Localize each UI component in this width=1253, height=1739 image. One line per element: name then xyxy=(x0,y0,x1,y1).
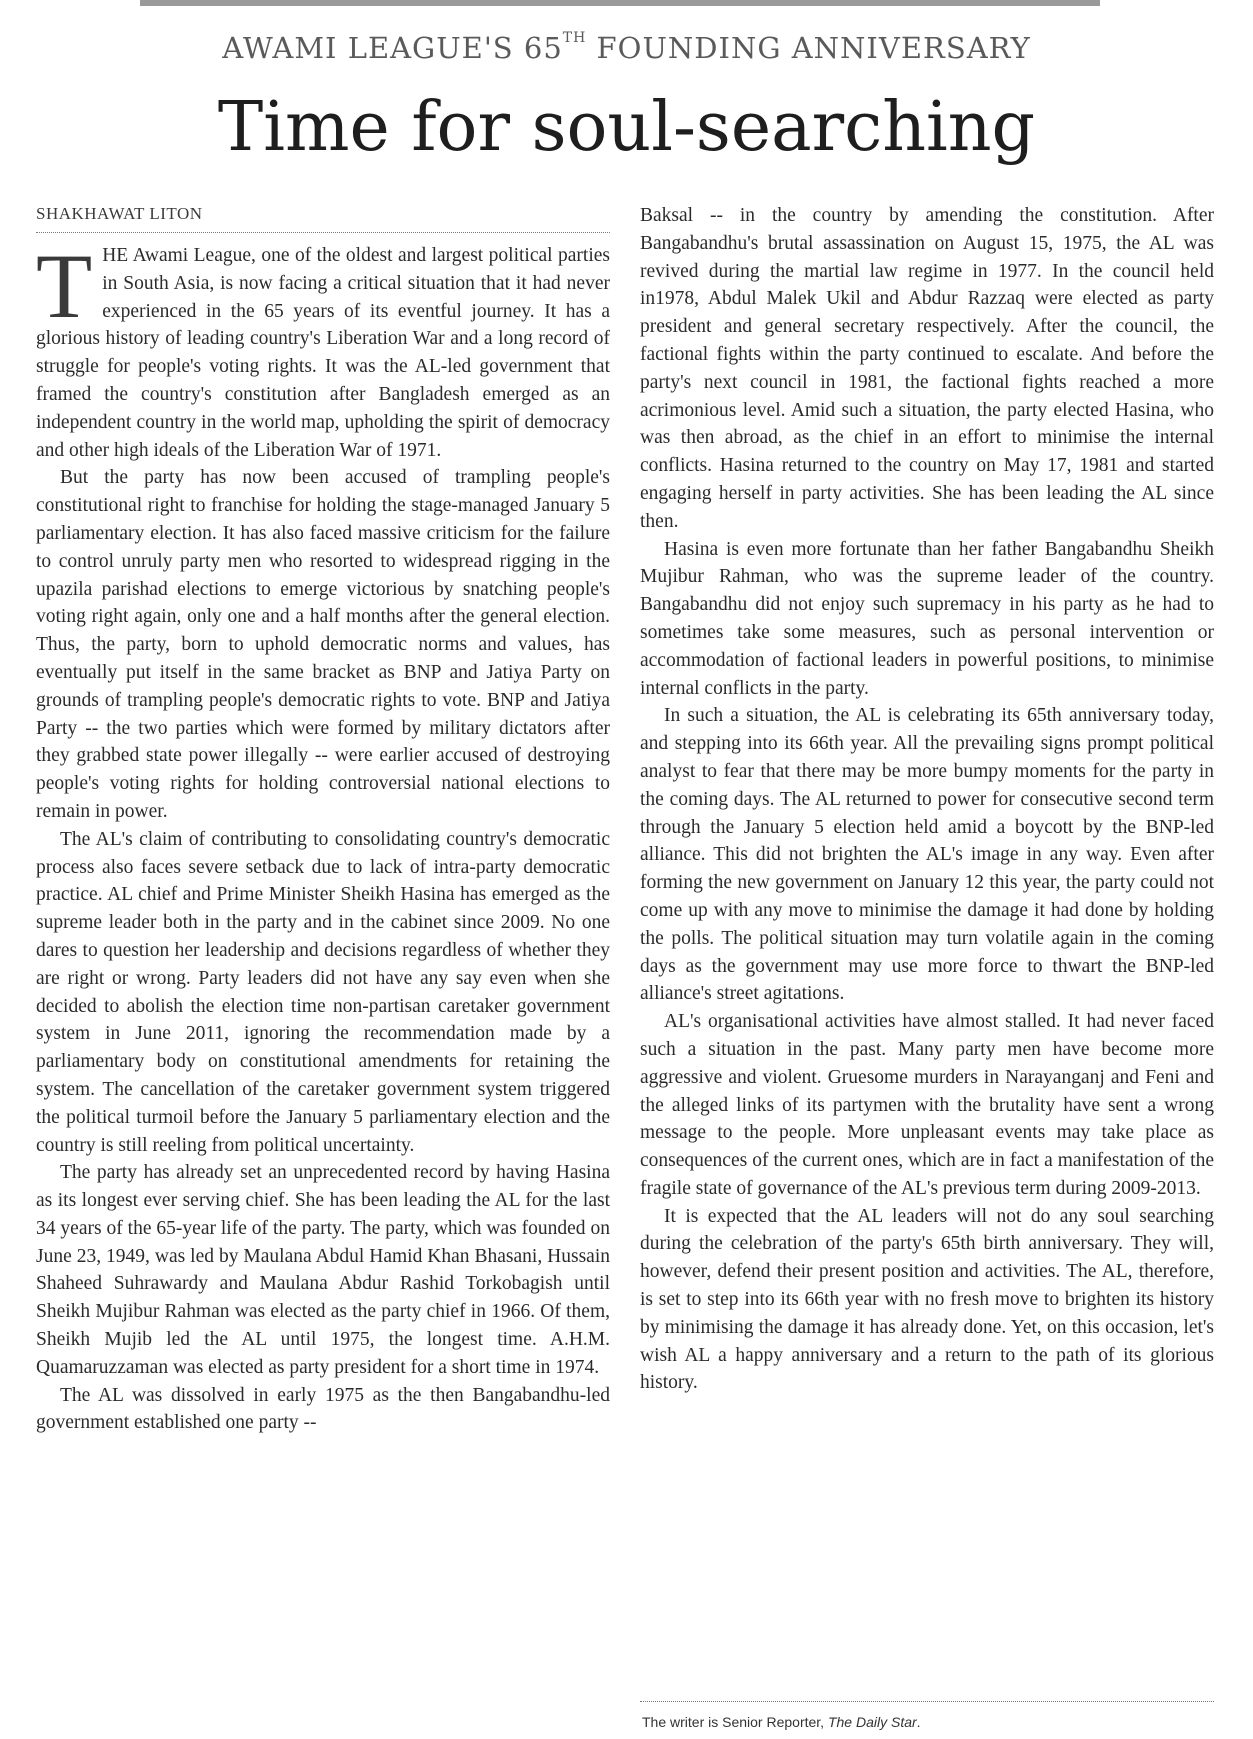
paragraph: AL's organisational activities have almost stalled. It had never faced such a situation in the past. Many party men have become more aggressive and violent. Gruesome murders in Narayanganj and Feni and the alleged links of its partymen with the brutality have sent a wrong message to the people. More unpleasant events may take place as consequences of the current ones, which are in fact a manifestation of the fragile state of governance of the AL's previous term during 2009-2013. xyxy=(640,1011,1214,1199)
author-note: The writer is Senior Reporter, The Daily Star. xyxy=(642,1714,921,1730)
paragraph: THE Awami League, one of the oldest and largest political parties in South Asia, is now facing a critical situation that it had never experienced in the 65 years of its eventful journey. It has a glorious history of leading country's Liberation War and a long record of struggle for people's voting rights. It was the AL-led government that framed the country's constitution after Bangladesh emerged as an independent country in the world map, upholding the spirit of democracy and other high ideals of the Liberation War of 1971. xyxy=(36,235,610,461)
headline: Time for soul-searching xyxy=(217,88,1036,167)
paragraph: The AL's claim of contributing to consolidating country's democratic process also faces severe setback due to lack of intra-party democratic practice. AL chief and Prime Minister Sheikh Hasina has emerged as the supreme leader both in the party and in the cabinet since 2009. No one dares to question her leadership and decisions regardless of whether they are right or wrong. Party leaders did not have any say even when she decided to abolish the election time non-partisan caretaker government system in June 2011, ignoring the recommendation made by a parliamentary body on constitutional amendments for retaining the system. The cancellation of the caretaker government system triggered the political turmoil before the January 5 parliamentary election and the country is still reeling from political uncertainty. xyxy=(36,828,610,1156)
byline: SHAKHAWAT LITON xyxy=(36,204,203,223)
drop-cap: T xyxy=(36,235,93,337)
article-column-left xyxy=(36,235,610,1437)
kicker: AWAMI LEAGUE'S 65TH FOUNDING ANNIVERSARY xyxy=(222,30,1031,65)
paragraph: The party has already set an unprecedented record by having Hasina as its longest ever serving chief. She has been leading the AL for the last 34 years of the 65-year life of the party. The party, which was founded on June 23, 1949, was led by Maulana Abdul Hamid Khan Bhasani, Hussain Shaheed Suhrawardy and Maulana Abdur Rashid Torkobagish until Sheikh Mujibur Rahman was elected as the party chief in 1966. Of them, Sheikh Mujib led the AL until 1975, the longest time. A.H.M. Quamaruzzaman was elected as party president for a short time in 1974. xyxy=(36,1162,610,1378)
paragraph: Hasina is even more fortunate than her father Bangabandhu Sheikh Mujibur Rahman, who was the supreme leader of the country. Bangabandhu did not enjoy such supremacy in his party as he had to sometimes take some measures, such as personal intervention or accommodation of factional leaders in powerful positions, to minimise internal conflicts in the party. xyxy=(640,538,1214,699)
paragraph: It is expected that the AL leaders will not do any soul searching during the celebration of the party's 65th birth anniversary. They will, however, defend their present position and activities. The AL, therefore, is set to step into its 66th year with no fresh move to brighten its history by minimising the damage it has already done. Yet, on this occasion, let's wish AL a happy anniversary and a return to the path of its glorious history. xyxy=(640,1205,1214,1394)
paragraph: The AL was dissolved in early 1975 as the then Bangabandhu-led government established one party -- xyxy=(36,1384,610,1434)
top-rule xyxy=(140,0,1100,6)
article-column-right xyxy=(640,202,1214,1397)
paragraph: Baksal -- in the country by amending the constitution. After Bangabandhu's brutal assassination on August 15, 1975, the AL was revived during the martial law regime in 1977. In the council held in1978, Abdul Malek Ukil and Abdur Razzaq were elected as party president and general secretary respectively. After the council, the factional fights within the party continued to escalate. And before the party's next council in 1981, the factional fights reached a more acrimonious level. Amid such a situation, the party elected Hasina, who was then abroad, as the chief in an effort to minimise the internal conflicts. Hasina returned to the country on May 17, 1981 and started engaging herself in party activities. She has been leading the AL since then. xyxy=(640,205,1214,532)
paragraph: In such a situation, the AL is celebrating its 65th anniversary today, and stepping into its 66th year. All the prevailing signs prompt political analyst to fear that there may be more bumpy moments for the party in the coming days. The AL returned to power for consecutive second term through the January 5 election held amid a boycott by the BNP-led alliance. This did not brighten the AL's image in any way. Even after forming the new government on January 12 this year, the party could not come up with any move to minimise the damage it had done by holding the polls. The political situation may turn volatile again in the coming days as the government may use more force to thwart the BNP-led alliance's street agitations. xyxy=(640,705,1214,1005)
paragraph: But the party has now been accused of trampling people's constitutional right to franchise for holding the stage-managed January 5 parliamentary election. It has also faced massive criticism for the failure to control unruly party men who resorted to widespread rigging in the upazila parishad elections to emerge victorious by snatching people's voting right again, only one and a half months after the general election. Thus, the party, born to uphold democratic norms and values, has eventually put itself in the same bracket as BNP and Jatiya Party on grounds of trampling people's democratic rights to vote. BNP and Jatiya Party -- the two parties which were formed by military dictators after they grabbed state power illegally -- were earlier accused of destroying people's voting rights for holding controversial national elections to remain in power. xyxy=(36,467,610,822)
footer-rule xyxy=(640,1701,1214,1702)
byline-rule xyxy=(36,232,610,233)
